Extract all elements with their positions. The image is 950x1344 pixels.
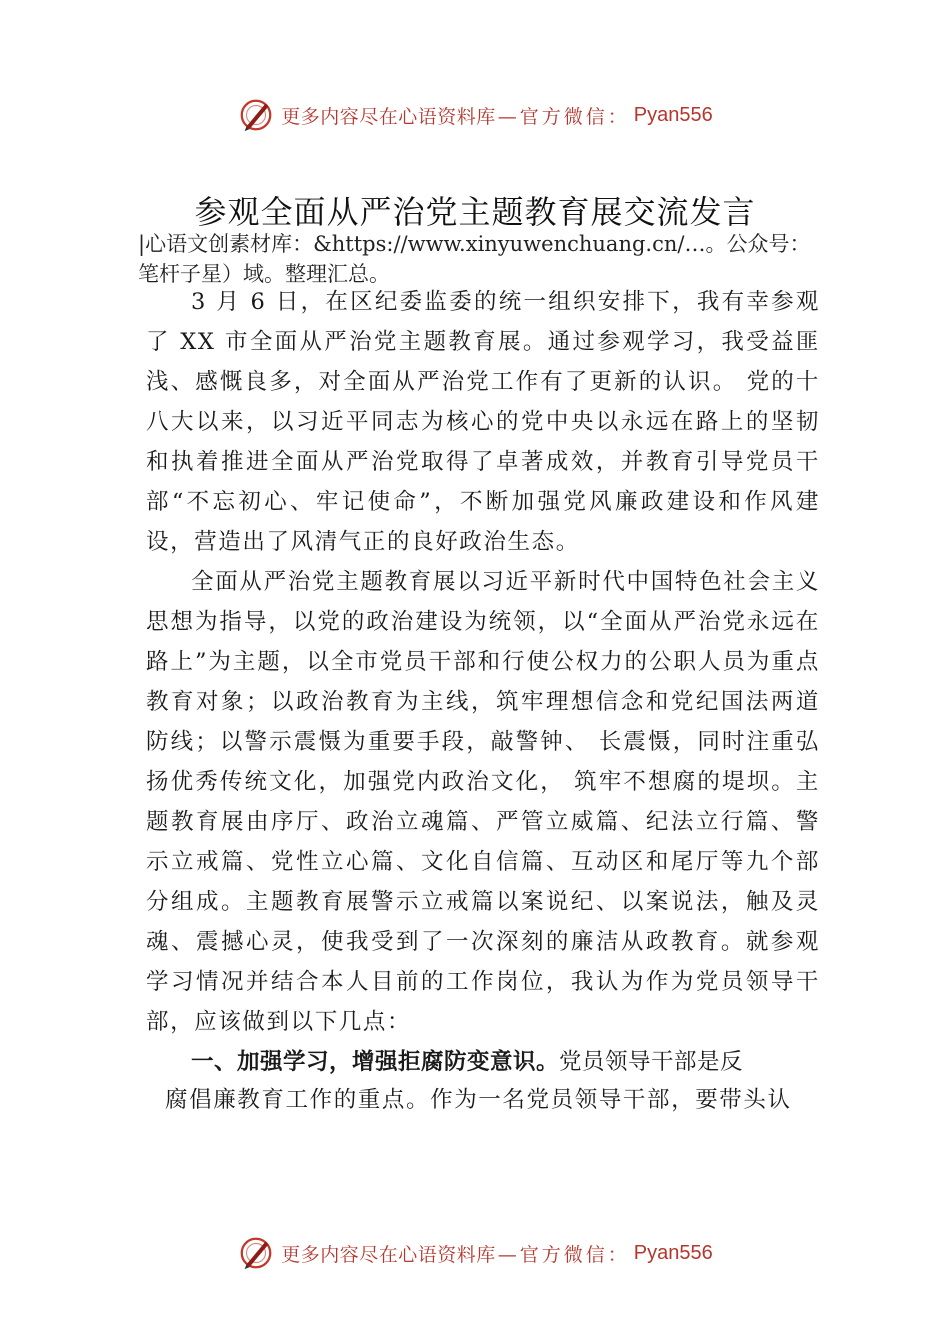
document-body xyxy=(146,282,820,1082)
banner-wechat-id: Pyan556 xyxy=(633,1241,713,1264)
pen-logo-icon xyxy=(237,1234,275,1272)
footer-banner xyxy=(0,1233,950,1273)
header-banner xyxy=(0,95,950,135)
pen-logo-icon xyxy=(237,96,275,134)
section-1-heading: 一、加强学习，增强拒腐防变意识。 xyxy=(191,1049,560,1075)
section-1-paragraph xyxy=(146,1042,820,1082)
source-note: |心语文创素材库：&https://www.xinyuwenchuang.cn/…。公众号：笔杆子星）域。整理汇总。 xyxy=(138,232,811,286)
banner-text-primary: 更多内容尽在心语资料库 xyxy=(281,105,496,128)
paragraph-2: 全面从严治党主题教育展以习近平新时代中国特色社会主义思想为指导，以党的政治建设为统领，以“全面从严治党永远在路上”为主题，以全市党员干部和行使公权力的公职人员为重点教育对象；以政治教育为主线，筑牢理想信念和党纪国法两道防线；以警示震慑为重要手段，敲警钟、 长震慑，同时注重弘扬优秀传统文化，加强党内政治文化， 筑牢不想腐的堤坝。主题教育展由序厅、政治立魂篇、严管立威篇、纪法立行篇、警示立戒篇、党性立心篇、文化自信篇、互动区和尾厅等九个部分组成。主题教育展警示立戒篇以案说纪、以案说法，触及灵魂、震撼心灵，使我受到了一次深刻的廉洁从政教育。就参观学习情况并结合本人目前的工作岗位，我认为作为党员领导干部，应该做到以下几点： xyxy=(146,569,820,1035)
banner-text-secondary: —官方微信： xyxy=(497,105,630,128)
paragraph-1: 3 月 6 日，在区纪委监委的统一组织安排下，我有幸参观了 XX 市全面从严治党主题教育展。通过参观学习，我受益匪浅、感慨良多，对全面从严治党工作有了更新的认识。 党的十八大以来，以习近平同志为核心的党中央以永远在路上的坚韧和执着推进全面从严治党取得了卓著成效，并教育引导党员干部“不忘初心、牢记使命”，不断加强党风廉政建设和作风建设，营造出了风清气正的良好政治生态。 xyxy=(146,289,820,555)
banner-text-secondary: —官方微信： xyxy=(497,1243,630,1266)
banner-wechat-id: Pyan556 xyxy=(633,103,713,126)
section-1-text: 党员领导干部是反 xyxy=(559,1049,744,1075)
section-1-continuation: 腐倡廉教育工作的重点。作为一名党员领导干部，要带头认 xyxy=(165,1087,792,1113)
document-title: 参观全面从严治党主题教育展交流发言 xyxy=(194,193,756,231)
banner-text-primary: 更多内容尽在心语资料库 xyxy=(281,1243,496,1266)
